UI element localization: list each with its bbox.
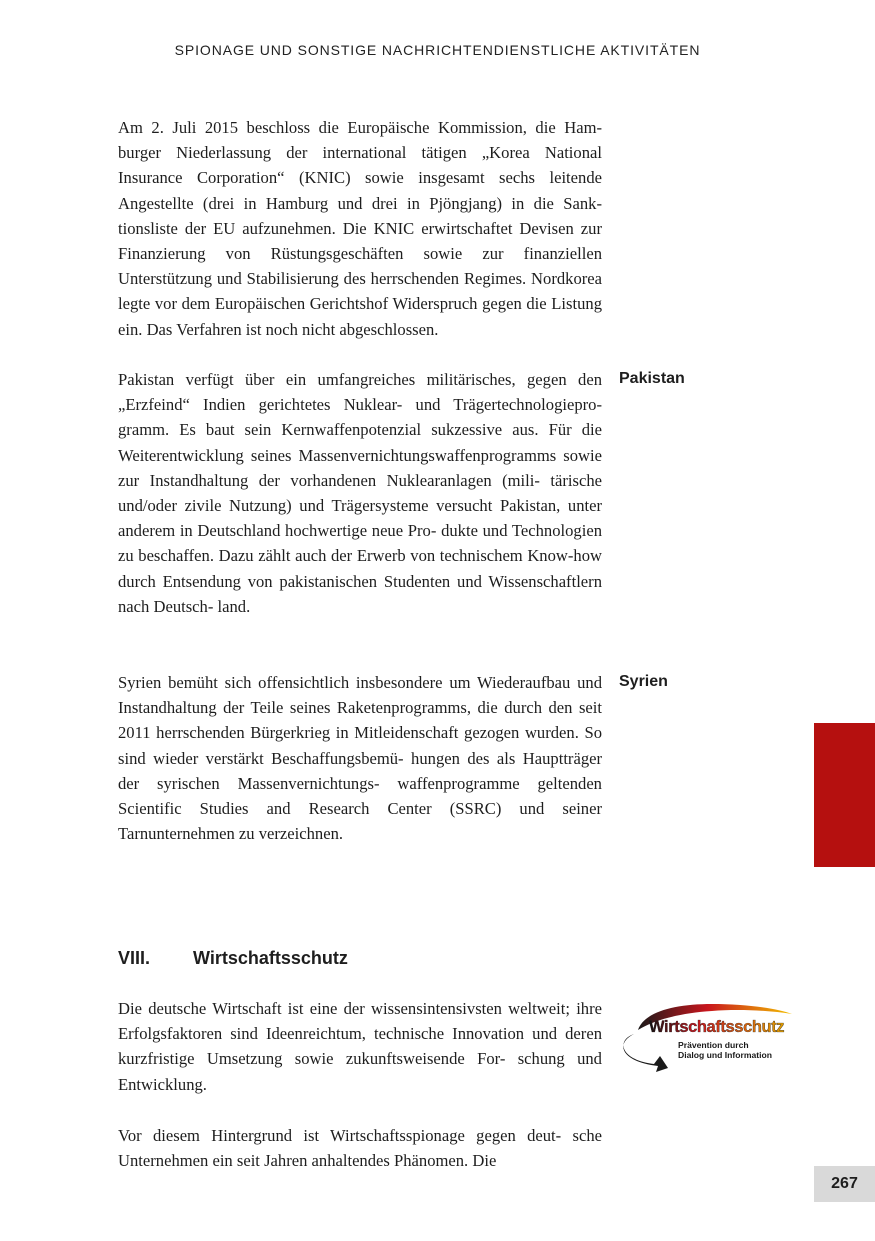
paragraph-pakistan: Pakistan verfügt über ein umfangreiches militärisches, gegen den „Erzfeind“ Indien gerichtetes Nuklear- und Trägertechnologiepro- gramm. Es baut sein Kernwaffenpotenzial sukzessive aus. Für die Weiterentwicklung seines Massenvernichtungswaffenprogramms sowie zur Instandhaltung der vorhandenen Nuklearanlagen (mili- tärische und/oder zivile Nutzung) und Trägersysteme versucht Pakistan, unter anderem in Deutschland hochwertige neue Pro- dukte und Technologien zu beschaffen. Dazu zählt auch der Erwerb von technischem Know-how durch Entsendung von pakistanischen Studenten und Wissenschaftlern nach Deutsch- land. [118, 370, 602, 616]
page-number: 267 [814, 1166, 875, 1202]
logo-tagline-2: Dialog und Information [678, 1050, 773, 1060]
running-head: SPIONAGE UND SONSTIGE NACHRICHTENDIENSTLICHE AKTIVITÄTEN [174, 42, 701, 58]
chapter-tab-marker [814, 723, 875, 867]
paragraph-knic: Am 2. Juli 2015 beschloss die Europäische Kommission, die Ham- burger Niederlassung der international tätigen „Korea National Insurance Corporation“ (KNIC) sowie insgesamt sechs leitende Angestellte (drei in Hamburg und drei in Pjöngjang) in die Sank- tionsliste der EU aufzunehmen. Die KNIC erwirtschaftet Devisen zur Finanzierung von Rüstungsgeschäften sowie zur finanziellen Unterstützung und Stabilisierung des herrschenden Regimes. Nordkorea legte vor dem Europäischen Gerichtshof Widerspruch gegen die Listung ein. Das Verfahren ist noch nicht abgeschlossen. [118, 118, 602, 339]
section-heading [118, 948, 348, 969]
paragraph-wirtschaft-1: Die deutsche Wirtschaft ist eine der wissensintensivsten weltweit; ihre Erfolgsfaktoren sind Ideenreichtum, technische Innovation und deren kurzfristige Umsetzung sowie zukunftsweisende For- schung und Entwicklung. [118, 999, 602, 1094]
logo-graphic [616, 1000, 794, 1072]
paragraph-syrien: Syrien bemüht sich offensichtlich insbesondere um Wiederaufbau und Instandhaltung der Teile seines Raketenprogramms, die durch den seit 2011 herrschenden Bürgerkrieg in Mitleidenschaft gezogen wurden. So sind wieder verstärkt Beschaffungsbemü- hungen des als Hauptträger der syrischen Massenvernichtungs- waffenprogramme geltenden Scientific Studies and Research Center (SSRC) und seiner Tarnunternehmen zu verzeichnen. [118, 673, 603, 844]
paragraph-wirtschaft-2: Vor diesem Hintergrund ist Wirtschaftsspionage gegen deut- sche Unternehmen ein seit Jahren anhaltendes Phänomen. Die [118, 1126, 602, 1171]
logo-tagline-1: Prävention durch [678, 1040, 749, 1050]
section-title: Wirtschaftsschutz [193, 948, 348, 968]
margin-label-pakistan: Pakistan [619, 370, 685, 387]
section-number: VIII. [118, 948, 151, 968]
margin-label-syrien: Syrien [619, 673, 668, 690]
swoosh-arrow [623, 1034, 668, 1072]
logo-wordmark: Wirtschaftsschutz [649, 1018, 785, 1036]
wirtschaftsschutz-logo [616, 1000, 794, 1072]
